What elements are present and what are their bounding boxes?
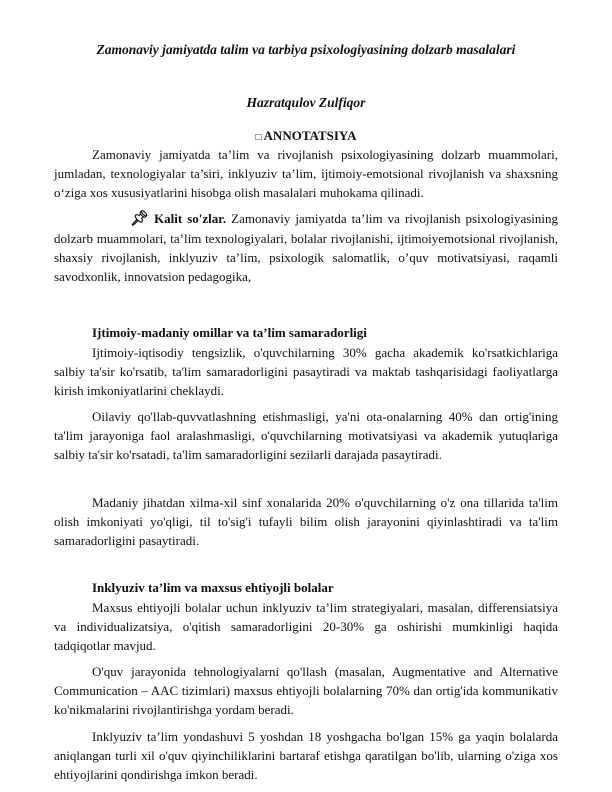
keywords-text: Zamonaviy jamiyatda ta’lim va rivojlanish psixologiyasining dolzarb muammolari, ta’lim texnologiyalari, bolalar rivojlanishi, ijtimoiyemotsional rivojlanish, shaxsiy rivojlanish, inklyuziv ta’lim, psixologik salomatlik, o’quv motivatsiyasi, raqamli savodxonlik, innovatsion pedagogika, [54, 211, 559, 284]
paragraph-text: Madaniy jihatdan xilma-xil sinf xonalarida 20% o'quvchilarning o'z ona tillarida ta'lim olish imkoniyati yo'qligi, til to'sig'i tufayli bilim olish jarayonini qiyinlashtiradi va ta'lim samaradorligini pasaytiradi. [54, 495, 558, 548]
annotation-text [54, 145, 558, 202]
checkbox-icon: □ [255, 132, 262, 143]
section-heading-sociocultural: Ijtimoiy-madaniy omillar va ta’lim samaradorligi [92, 325, 367, 340]
section1-paragraph-1 [54, 343, 558, 400]
section2-paragraph-3 [54, 727, 558, 784]
paragraph-text: Oilaviy qo'llab-quvvatlashning etishmasligi, ya'ni ota-onalarning 40% dan ortig'ining ta'lim jarayoniga faol aralashmasligi, o'quvchilarning motivatsiyasi va akademik yutuqlariga salbiy ta'sir ko'rsatadi, ta'lim samaradorligini sezilarli darajada pasaytiradi. [54, 409, 558, 462]
keywords-label: Kalit so'zlar. [154, 211, 227, 226]
annotation-heading [0, 128, 612, 144]
author-name: Hazratqulov Zulfiqor [246, 95, 366, 110]
section1-paragraph-3 [54, 493, 558, 550]
annotation-heading-label: ANNOTATSIYA [263, 128, 357, 143]
paragraph-text: Inklyuziv ta’lim yondashuvi 5 yoshdan 18 yoshgacha bo'lgan 15% ga yaqin bolalarda aniqlangan turli xil o'quv qiyinchiliklarini bartaraf etishga qaratilgan bo'lib, ularning o'ziga xos ehtiyojlarini qondirishga imkon beradi. [54, 729, 558, 782]
annotation-paragraph: Zamonaviy jamiyatda ta’lim va rivojlanish psixologiyasining dolzarb muammolari, jumladan, texnologiyalar ta’siri, inklyuziv ta’lim, ijtimoiy-emotsional rivojlanish va shaxsning o‘ziga xos xususiyatlarini hisobga olish masalalari muhokama qilinadi. [54, 147, 558, 200]
section1-paragraph-2 [54, 407, 558, 464]
pin-icon: 📌︎ [130, 211, 150, 227]
section-heading-inclusive: Inklyuziv ta’lim va maxsus ehtiyojli bolalar [92, 580, 334, 595]
section2-paragraph-1 [54, 598, 558, 655]
section2-paragraph-2 [54, 662, 558, 719]
paragraph-text: Maxsus ehtiyojli bolalar uchun inklyuziv ta’lim strategiyalari, masalan, differensiatsiya va individualizatsiya, o'qitish samaradorligini 20-30% ga oshirishi mumkinligi haqida tadqiqotlar mavjud. [54, 600, 558, 653]
paragraph-text: O'quv jarayonida tehnologiyalarni qo'llash (masalan, Augmentative and Alternative Communication – AAC tizimlari) maxsus ehtiyojli bolalarning 70% dan ortig'ida kommunikativ ko'nikmalarini rivojlantirishga yordam beradi. [54, 664, 558, 717]
paper-title: Zamonaviy jamiyatda talim va tarbiya psixologiyasining dolzarb masalalari [96, 42, 516, 57]
keywords-paragraph [54, 209, 558, 286]
paragraph-text: Ijtimoiy-iqtisodiy tengsizlik, o'quvchilarning 30% gacha akademik ko'rsatkichlariga salbiy ta'sir ko'rsatib, ta'lim samaradorligini pasaytiradi va maktab tashqarisidagi faoliyatlarga kirish imkoniyatlarini cheklaydi. [54, 345, 558, 398]
